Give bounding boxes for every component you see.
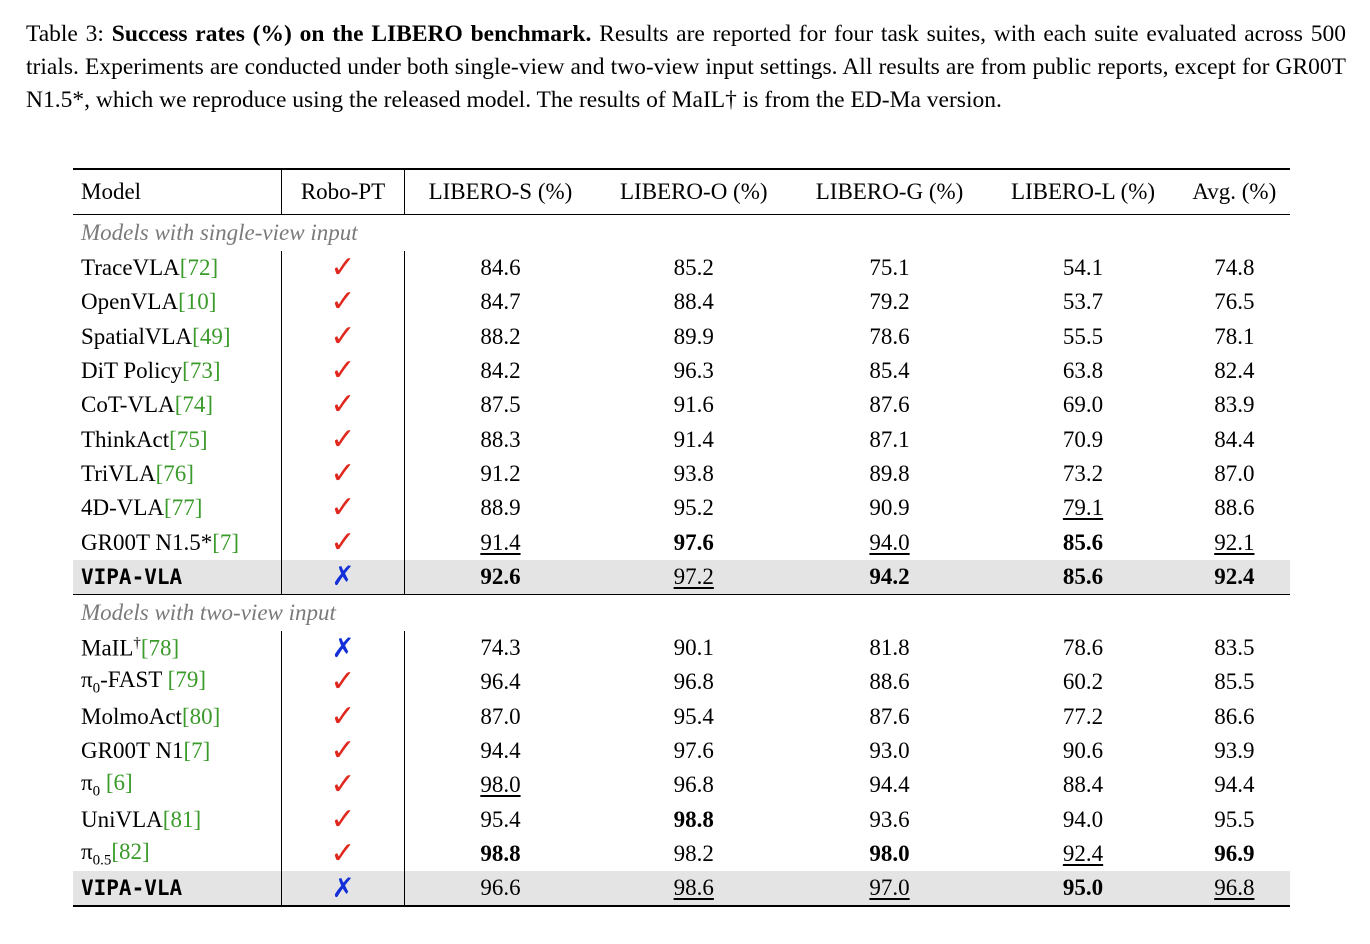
citation-ref: [77] bbox=[164, 495, 203, 521]
value-cell: 95.5 bbox=[1214, 806, 1255, 832]
model-name bbox=[73, 560, 282, 595]
robo-pt-mark: ✓ bbox=[330, 802, 356, 836]
value-cell: 85.4 bbox=[869, 358, 910, 384]
check-icon bbox=[282, 700, 405, 734]
value-cell: 74.8 bbox=[1214, 255, 1255, 281]
value-cell: 93.9 bbox=[1214, 738, 1255, 763]
value-cell: 84.2 bbox=[480, 358, 521, 384]
value-cell: 78.6 bbox=[1062, 635, 1104, 661]
robo-pt-mark: ✓ bbox=[330, 456, 356, 490]
value-cell: 92.6 bbox=[405, 560, 596, 595]
table-body bbox=[73, 215, 1290, 907]
caption-title: Success rates (%) on the LIBERO benchmark. bbox=[111, 21, 592, 47]
header-row bbox=[73, 169, 1290, 215]
header-robo-pt: Robo-PT bbox=[282, 169, 405, 215]
section-header-row bbox=[73, 215, 1290, 252]
citation-ref: [81] bbox=[162, 806, 202, 832]
value-cell: 96.3 bbox=[673, 358, 714, 384]
robo-pt-mark: ✓ bbox=[330, 699, 356, 733]
table-row bbox=[73, 320, 1290, 354]
table-caption bbox=[26, 18, 1346, 117]
header-libero-s: LIBERO-S (%) bbox=[405, 169, 596, 215]
model-name: MolmoAct[80] bbox=[73, 700, 282, 734]
value-cell: 91.4 bbox=[480, 529, 521, 555]
value-cell: 95.4 bbox=[480, 806, 521, 832]
model-name: GR00T N1.5*[7] bbox=[73, 525, 282, 559]
check-icon bbox=[282, 525, 405, 559]
section-title: Models with single-view input bbox=[81, 220, 358, 245]
value-cell: 84.6 bbox=[480, 255, 521, 281]
model-name bbox=[73, 871, 282, 906]
table-row bbox=[73, 734, 1290, 768]
robo-pt-mark: ✓ bbox=[330, 525, 356, 559]
value-cell: 87.0 bbox=[480, 703, 521, 729]
check-icon bbox=[282, 388, 405, 422]
table-row bbox=[73, 525, 1290, 559]
value-cell: 94.0 bbox=[1062, 806, 1104, 832]
section-title: Models with two-view input bbox=[73, 594, 1290, 631]
caption-label: Table 3: bbox=[26, 21, 104, 47]
check-icon bbox=[282, 320, 405, 354]
value-cell: 89.9 bbox=[673, 323, 714, 349]
robo-pt-mark: ✓ bbox=[330, 388, 356, 422]
value-cell: 90.6 bbox=[1062, 738, 1104, 763]
table-row bbox=[73, 837, 1290, 871]
citation-ref: [74] bbox=[174, 392, 214, 418]
value-cell: 88.2 bbox=[480, 323, 521, 349]
value-cell: 82.4 bbox=[1214, 358, 1255, 384]
value-cell: 79.2 bbox=[869, 289, 910, 315]
model-name: CoT-VLA[74] bbox=[73, 388, 282, 422]
value-cell: 94.4 bbox=[480, 738, 521, 763]
citation-ref: [78] bbox=[140, 635, 180, 661]
value-cell: 85.6 bbox=[987, 560, 1178, 595]
check-icon bbox=[282, 251, 405, 285]
citation-ref: [7] bbox=[183, 738, 211, 763]
value-cell: 87.6 bbox=[869, 703, 910, 729]
check-icon bbox=[282, 665, 405, 699]
robo-pt-mark: ✓ bbox=[330, 285, 356, 319]
value-cell: 94.4 bbox=[1214, 772, 1255, 798]
value-cell: 95.4 bbox=[673, 703, 714, 729]
value-cell: 98.8 bbox=[480, 840, 521, 866]
model-name: $\pi_0$ [6] bbox=[73, 768, 282, 802]
citation-ref: [82] bbox=[111, 838, 150, 864]
table-row bbox=[73, 285, 1290, 319]
value-cell: 87.6 bbox=[869, 392, 910, 418]
robo-pt-mark: ✓ bbox=[330, 491, 356, 525]
cross-icon bbox=[282, 560, 405, 595]
model-name: MaIL†[78] bbox=[73, 631, 282, 665]
value-cell: 75.1 bbox=[869, 255, 910, 281]
model-name-label: VIPA-VLA bbox=[81, 564, 183, 589]
robo-pt-mark: ✓ bbox=[330, 768, 356, 802]
robo-pt-mark: ✗ bbox=[331, 632, 355, 664]
value-cell: 97.6 bbox=[673, 738, 714, 763]
value-cell: 78.6 bbox=[869, 323, 910, 349]
table-row bbox=[73, 768, 1290, 802]
value-cell: 79.1 bbox=[1062, 495, 1104, 521]
value-cell: 91.4 bbox=[673, 426, 714, 452]
value-cell: 97.2 bbox=[596, 560, 792, 595]
value-cell: 88.6 bbox=[1214, 495, 1255, 521]
value-cell: 85.2 bbox=[673, 255, 714, 281]
value-cell: 53.7 bbox=[1062, 289, 1104, 315]
results-table bbox=[73, 168, 1290, 907]
value-cell: 98.0 bbox=[480, 772, 521, 798]
citation-ref: [73] bbox=[182, 358, 221, 384]
value-cell: 84.4 bbox=[1214, 426, 1255, 452]
check-icon bbox=[282, 802, 405, 836]
value-cell: 88.3 bbox=[480, 426, 521, 452]
robo-pt-mark: ✓ bbox=[330, 734, 356, 767]
value-cell: 86.6 bbox=[1214, 703, 1255, 729]
value-cell: 93.6 bbox=[869, 806, 910, 832]
value-cell: 95.0 bbox=[987, 871, 1178, 906]
header-model: Model bbox=[73, 169, 282, 215]
value-cell: 78.1 bbox=[1214, 323, 1255, 349]
value-cell: 88.4 bbox=[1062, 772, 1104, 798]
table-row bbox=[73, 665, 1290, 699]
robo-pt-mark: ✓ bbox=[330, 665, 356, 699]
value-cell: 94.2 bbox=[792, 560, 988, 595]
value-cell: 74.3 bbox=[480, 635, 521, 661]
value-cell: 96.9 bbox=[1214, 840, 1255, 866]
header-libero-l: LIBERO-L (%) bbox=[987, 169, 1178, 215]
robo-pt-mark: ✗ bbox=[331, 872, 355, 904]
value-cell: 81.8 bbox=[869, 635, 910, 661]
citation-ref: [75] bbox=[169, 426, 208, 452]
value-cell: 93.0 bbox=[869, 738, 910, 763]
value-cell: 88.4 bbox=[673, 289, 714, 315]
table-row bbox=[73, 354, 1290, 388]
citation-ref: [6] bbox=[100, 770, 133, 795]
value-cell: 97.6 bbox=[673, 529, 714, 555]
table-row bbox=[73, 802, 1290, 836]
value-cell: 98.0 bbox=[869, 840, 910, 866]
value-cell: 70.9 bbox=[1062, 426, 1104, 452]
value-cell: 85.6 bbox=[1062, 529, 1104, 555]
value-cell: 76.5 bbox=[1214, 289, 1255, 315]
robo-pt-mark: ✓ bbox=[330, 251, 356, 285]
value-cell: 97.0 bbox=[792, 871, 988, 906]
value-cell: 55.5 bbox=[1062, 323, 1104, 349]
value-cell: 88.6 bbox=[869, 669, 910, 695]
value-cell: 96.4 bbox=[480, 669, 521, 695]
table-row bbox=[73, 491, 1290, 525]
value-cell: 90.1 bbox=[673, 635, 714, 661]
citation-ref: [7] bbox=[212, 529, 240, 555]
value-cell: 93.8 bbox=[673, 460, 714, 486]
value-cell: 54.1 bbox=[1062, 255, 1104, 281]
check-icon bbox=[282, 768, 405, 802]
model-name: 4D-VLA[77] bbox=[73, 491, 282, 525]
section-header-row bbox=[73, 594, 1290, 631]
value-cell: 83.5 bbox=[1214, 635, 1255, 661]
model-name: $\pi_{0.5}[82]$ bbox=[73, 837, 282, 871]
value-cell: 98.6 bbox=[596, 871, 792, 906]
table-row bbox=[73, 251, 1290, 285]
value-cell: 92.4 bbox=[1062, 840, 1104, 866]
check-icon bbox=[282, 285, 405, 319]
check-icon bbox=[282, 354, 405, 388]
value-cell: 88.9 bbox=[480, 495, 521, 521]
model-name: DiT Policy[73] bbox=[73, 354, 282, 388]
value-cell: 95.2 bbox=[673, 495, 714, 521]
value-cell: 92.4 bbox=[1179, 560, 1290, 595]
value-cell: 60.2 bbox=[1062, 669, 1104, 695]
header-libero-g: LIBERO-G (%) bbox=[792, 169, 988, 215]
value-cell: 87.0 bbox=[1214, 460, 1255, 486]
table-row bbox=[73, 871, 1290, 906]
model-name: TraceVLA[72] bbox=[73, 251, 282, 285]
model-name: OpenVLA[10] bbox=[73, 285, 282, 319]
check-icon bbox=[282, 837, 405, 871]
check-icon bbox=[282, 457, 405, 491]
value-cell: 89.8 bbox=[869, 460, 910, 486]
table-row bbox=[73, 422, 1290, 456]
citation-ref: [80] bbox=[181, 703, 221, 729]
model-name: GR00T N1[7] bbox=[73, 734, 282, 768]
value-cell: 90.9 bbox=[869, 495, 910, 521]
robo-pt-mark: ✓ bbox=[330, 319, 356, 353]
table-row bbox=[73, 700, 1290, 734]
model-name: TriVLA[76] bbox=[73, 457, 282, 491]
cross-icon bbox=[282, 871, 405, 906]
value-cell: 94.0 bbox=[869, 529, 910, 555]
value-cell: 94.4 bbox=[869, 772, 910, 798]
value-cell: 73.2 bbox=[1062, 460, 1104, 486]
value-cell: 98.2 bbox=[673, 840, 714, 866]
check-icon bbox=[282, 422, 405, 456]
value-cell: 91.2 bbox=[480, 460, 521, 486]
value-cell: 87.1 bbox=[869, 426, 910, 452]
robo-pt-mark: ✓ bbox=[330, 422, 356, 456]
citation-ref: [10] bbox=[178, 289, 217, 315]
value-cell: 83.9 bbox=[1214, 392, 1255, 418]
robo-pt-mark: ✓ bbox=[330, 354, 356, 388]
robo-pt-mark: ✓ bbox=[330, 836, 356, 870]
value-cell: 92.1 bbox=[1214, 529, 1255, 555]
value-cell: 96.8 bbox=[673, 669, 714, 695]
robo-pt-mark: ✗ bbox=[331, 561, 355, 593]
model-name-label: VIPA-VLA bbox=[81, 876, 183, 901]
citation-ref: [72] bbox=[179, 255, 219, 281]
value-cell: 85.5 bbox=[1214, 669, 1255, 695]
table-row bbox=[73, 631, 1290, 665]
value-cell: 77.2 bbox=[1062, 703, 1104, 729]
caption-text: Results are reported for four task suites, with each suite evaluated across 500 trials. Experiments are conducted under both single-view and two-view input settings. All results are from public reports, except for GR00T N1.5*, which we reproduce using the released model. The results of MaIL† is from the ED-Ma version. bbox=[26, 21, 1347, 113]
check-icon bbox=[282, 734, 405, 768]
check-icon bbox=[282, 491, 405, 525]
citation-ref: [49] bbox=[192, 323, 231, 349]
model-name: $\pi_0$-FAST [79] bbox=[73, 665, 282, 699]
header-libero-o: LIBERO-O (%) bbox=[596, 169, 792, 215]
value-cell: 98.8 bbox=[673, 806, 714, 832]
citation-ref: [76] bbox=[155, 460, 194, 486]
cross-icon bbox=[282, 631, 405, 665]
table-row bbox=[73, 457, 1290, 491]
value-cell: 84.7 bbox=[480, 289, 521, 315]
citation-ref: [79] bbox=[161, 667, 206, 693]
table-row bbox=[73, 388, 1290, 422]
value-cell: 96.8 bbox=[673, 772, 714, 798]
model-name: UniVLA[81] bbox=[73, 802, 282, 836]
header-avg: Avg. (%) bbox=[1179, 169, 1290, 215]
table-row bbox=[73, 560, 1290, 595]
value-cell: 91.6 bbox=[673, 392, 714, 418]
value-cell: 96.6 bbox=[405, 871, 596, 906]
value-cell: 63.8 bbox=[1062, 358, 1104, 384]
value-cell: 96.8 bbox=[1179, 871, 1290, 906]
value-cell: 69.0 bbox=[1062, 392, 1104, 418]
model-name: ThinkAct[75] bbox=[73, 422, 282, 456]
value-cell: 87.5 bbox=[480, 392, 521, 418]
model-name: SpatialVLA[49] bbox=[73, 320, 282, 354]
